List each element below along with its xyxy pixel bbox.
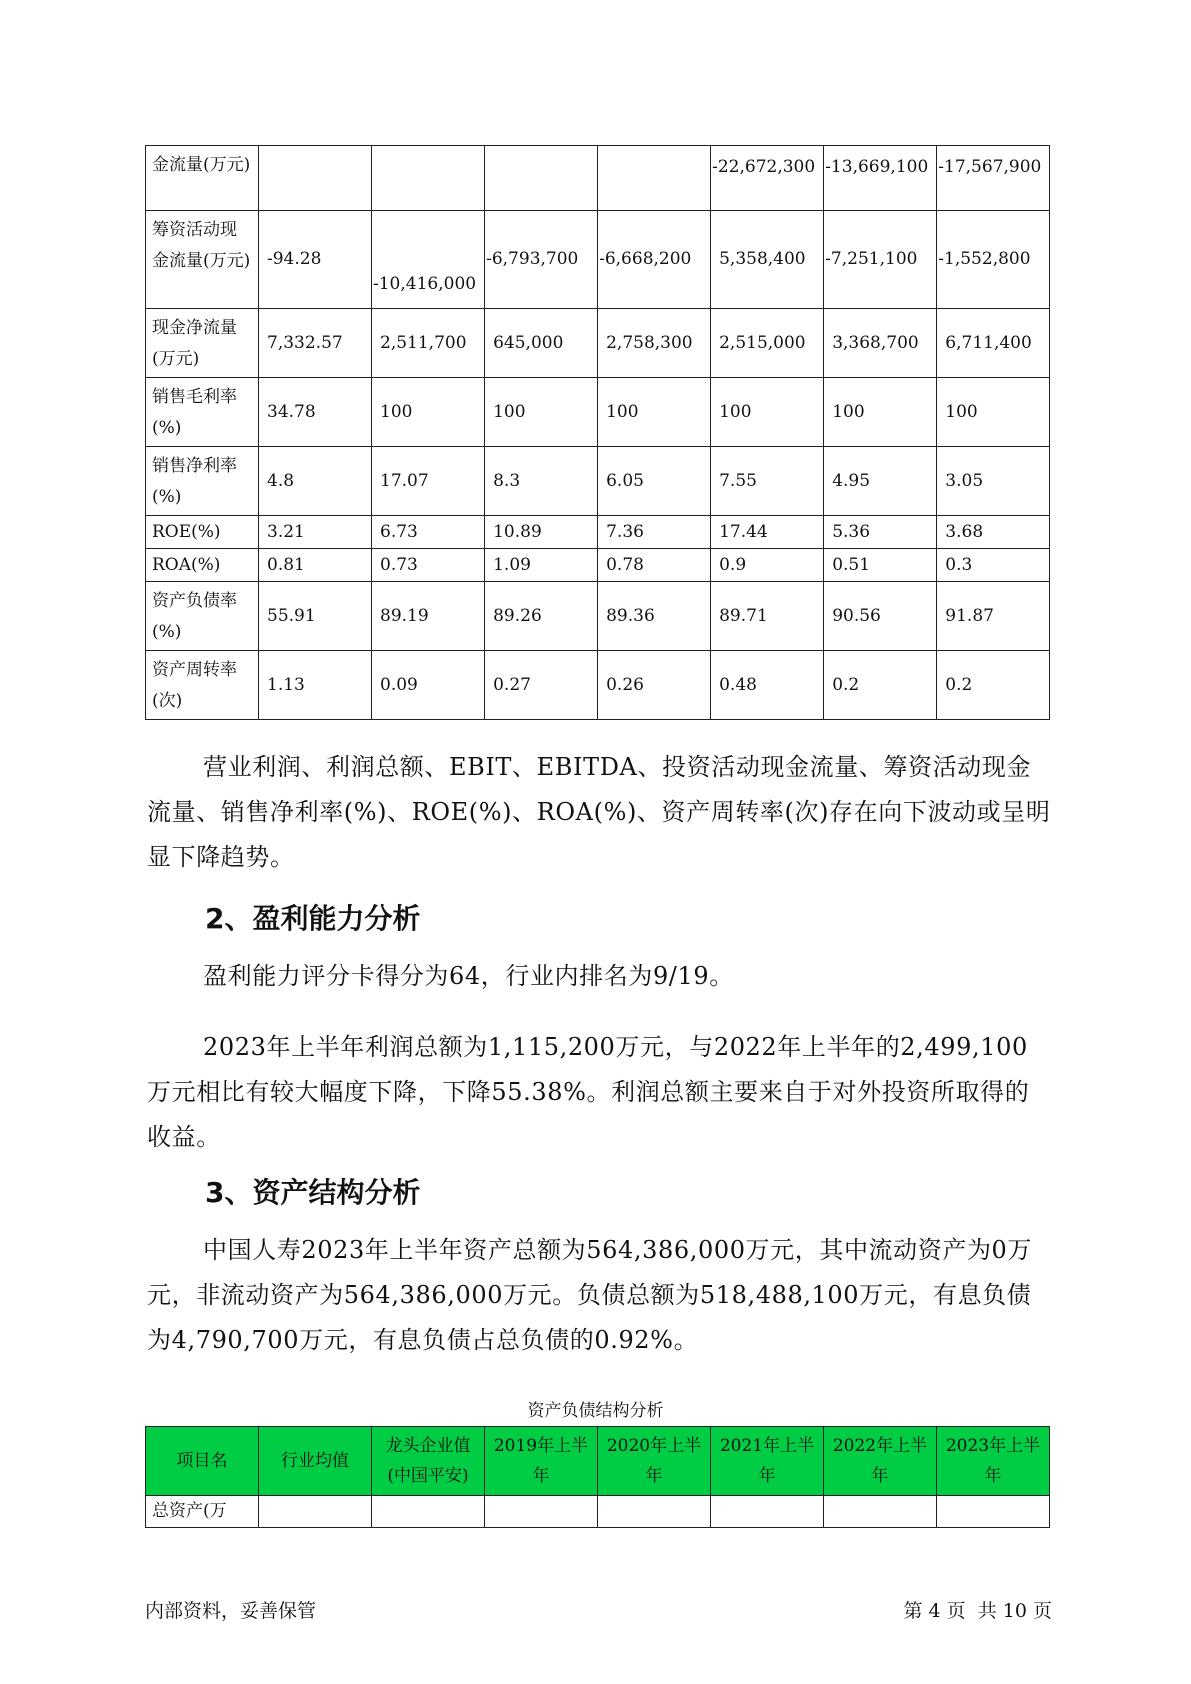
table-cell: 6.73 (372, 516, 485, 549)
table-cell: 2,515,000 (711, 309, 824, 378)
table-cell: 2,511,700 (372, 309, 485, 378)
table-cell: -6,793,700 (485, 211, 598, 309)
table-cell: 100 (824, 378, 937, 447)
row-label: 现金净流量(万元) (146, 309, 259, 378)
row-label: 总资产(万 (146, 1496, 259, 1528)
profit-total-paragraph (147, 1025, 1052, 1160)
table-cell: 0.81 (259, 549, 372, 582)
table-cell: 0.9 (711, 549, 824, 582)
table-cell (824, 1496, 937, 1528)
row-label: 金流量(万元) (146, 146, 259, 211)
table-cell: 645,000 (485, 309, 598, 378)
table-cell: -10,416,000 (372, 211, 485, 309)
table-cell: 3.68 (937, 516, 1050, 549)
table-cell: 100 (485, 378, 598, 447)
table-cell: 91.87 (937, 582, 1050, 651)
footer-page-number: 第 4 页 共 10 页 (903, 1600, 1052, 1622)
table-cell (598, 1496, 711, 1528)
column-header: 2022年上半年 (824, 1427, 937, 1496)
table-row (146, 549, 1050, 582)
table-cell (937, 1496, 1050, 1528)
table-cell: 7.36 (598, 516, 711, 549)
table-cell: 55.91 (259, 582, 372, 651)
table-cell: 0.51 (824, 549, 937, 582)
table-row (146, 309, 1050, 378)
trend-summary-text: 营业利润、利润总额、EBIT、EBITDA、投资活动现金流量、筹资活动现金流量、销售净利率(%)、ROE(%)、ROA(%)、资产周转率(次)存在向下波动或呈明显下降趋势。 (147, 753, 1051, 871)
table-cell: 0.09 (372, 651, 485, 720)
table-cell: 0.26 (598, 651, 711, 720)
table-cell: 100 (598, 378, 711, 447)
table-row (146, 146, 1050, 211)
section-heading-asset-structure: 3、资产结构分析 (205, 1176, 421, 1209)
table-row (146, 447, 1050, 516)
table-cell: 5.36 (824, 516, 937, 549)
table-cell (711, 1496, 824, 1528)
row-label: ROE(%) (146, 516, 259, 549)
table-cell: 1.09 (485, 549, 598, 582)
table-cell: 100 (937, 378, 1050, 447)
table-cell: 0.3 (937, 549, 1050, 582)
table-cell: 89.19 (372, 582, 485, 651)
table-cell: 89.71 (711, 582, 824, 651)
table-cell: -17,567,900 (937, 146, 1050, 211)
row-label: 销售毛利率(%) (146, 378, 259, 447)
table-cell: 34.78 (259, 378, 372, 447)
table-cell: 100 (372, 378, 485, 447)
profitability-score-paragraph (147, 954, 1052, 999)
table-cell: 17.44 (711, 516, 824, 549)
table-cell: 89.36 (598, 582, 711, 651)
table-cell: 0.2 (937, 651, 1050, 720)
table-cell: 3,368,700 (824, 309, 937, 378)
profitability-score-text: 盈利能力评分卡得分为64，行业内排名为9/19。 (203, 962, 734, 990)
table-row (146, 582, 1050, 651)
table-cell: 89.26 (485, 582, 598, 651)
section-heading-profitability: 2、盈利能力分析 (205, 902, 421, 935)
table-header-row (146, 1427, 1050, 1496)
column-header: 2021年上半年 (711, 1427, 824, 1496)
table-cell: 0.73 (372, 549, 485, 582)
row-label: 销售净利率(%) (146, 447, 259, 516)
table-cell: -7,251,100 (824, 211, 937, 309)
table-cell: 4.95 (824, 447, 937, 516)
table-cell (485, 1496, 598, 1528)
table-cell: -94.28 (259, 211, 372, 309)
trend-summary-paragraph (147, 745, 1052, 880)
table-cell: 0.48 (711, 651, 824, 720)
table-cell: -1,552,800 (937, 211, 1050, 309)
table-cell: 0.27 (485, 651, 598, 720)
table-row (146, 651, 1050, 720)
table-cell (372, 146, 485, 211)
table-cell: 0.2 (824, 651, 937, 720)
table-cell: -22,672,300 (711, 146, 824, 211)
table-row (146, 516, 1050, 549)
table-cell: -6,668,200 (598, 211, 711, 309)
row-label: 资产周转率(次) (146, 651, 259, 720)
table-cell (259, 1496, 372, 1528)
table-cell: 100 (711, 378, 824, 447)
table-cell: 2,758,300 (598, 309, 711, 378)
table-cell: 4.8 (259, 447, 372, 516)
table-row (146, 378, 1050, 447)
table-row (146, 1496, 1050, 1528)
table-caption: 资产负债结构分析 (527, 1401, 664, 1421)
column-header: 项目名 (146, 1427, 259, 1496)
table-cell: 7.55 (711, 447, 824, 516)
table-cell: 0.78 (598, 549, 711, 582)
table-cell: 6.05 (598, 447, 711, 516)
profit-total-text: 2023年上半年利润总额为1,115,200万元，与2022年上半年的2,499,100万元相比有较大幅度下降，下降55.38%。利润总额主要来自于对外投资所取得的收益。 (147, 1033, 1030, 1151)
table-row (146, 211, 1050, 309)
table-cell: 10.89 (485, 516, 598, 549)
table-cell (485, 146, 598, 211)
column-header: 2020年上半年 (598, 1427, 711, 1496)
column-header: 2023年上半年 (937, 1427, 1050, 1496)
asset-structure-paragraph (147, 1228, 1052, 1363)
table-cell: 6,711,400 (937, 309, 1050, 378)
table-cell: 3.05 (937, 447, 1050, 516)
footer-confidential-note: 内部资料，妥善保管 (145, 1600, 317, 1622)
table-cell: 1.13 (259, 651, 372, 720)
table-cell: 7,332.57 (259, 309, 372, 378)
table-cell: 90.56 (824, 582, 937, 651)
table-cell: 3.21 (259, 516, 372, 549)
asset-structure-text: 中国人寿2023年上半年资产总额为564,386,000万元，其中流动资产为0万元，非流动资产为564,386,000万元。负债总额为518,488,100万元，有息负债为4,790,700万元，有息负债占总负债的0.92%。 (147, 1236, 1033, 1354)
financial-indicators-table (145, 145, 1050, 720)
table-cell: 8.3 (485, 447, 598, 516)
row-label: 筹资活动现金流量(万元) (146, 211, 259, 309)
table-cell (598, 146, 711, 211)
asset-liability-structure-table (145, 1426, 1050, 1528)
table-cell (372, 1496, 485, 1528)
table-cell: 5,358,400 (711, 211, 824, 309)
column-header: 行业均值 (259, 1427, 372, 1496)
row-label: ROA(%) (146, 549, 259, 582)
column-header: 龙头企业值(中国平安) (372, 1427, 485, 1496)
row-label: 资产负债率(%) (146, 582, 259, 651)
column-header: 2019年上半年 (485, 1427, 598, 1496)
table-cell: 17.07 (372, 447, 485, 516)
table-cell (259, 146, 372, 211)
table-cell: -13,669,100 (824, 146, 937, 211)
